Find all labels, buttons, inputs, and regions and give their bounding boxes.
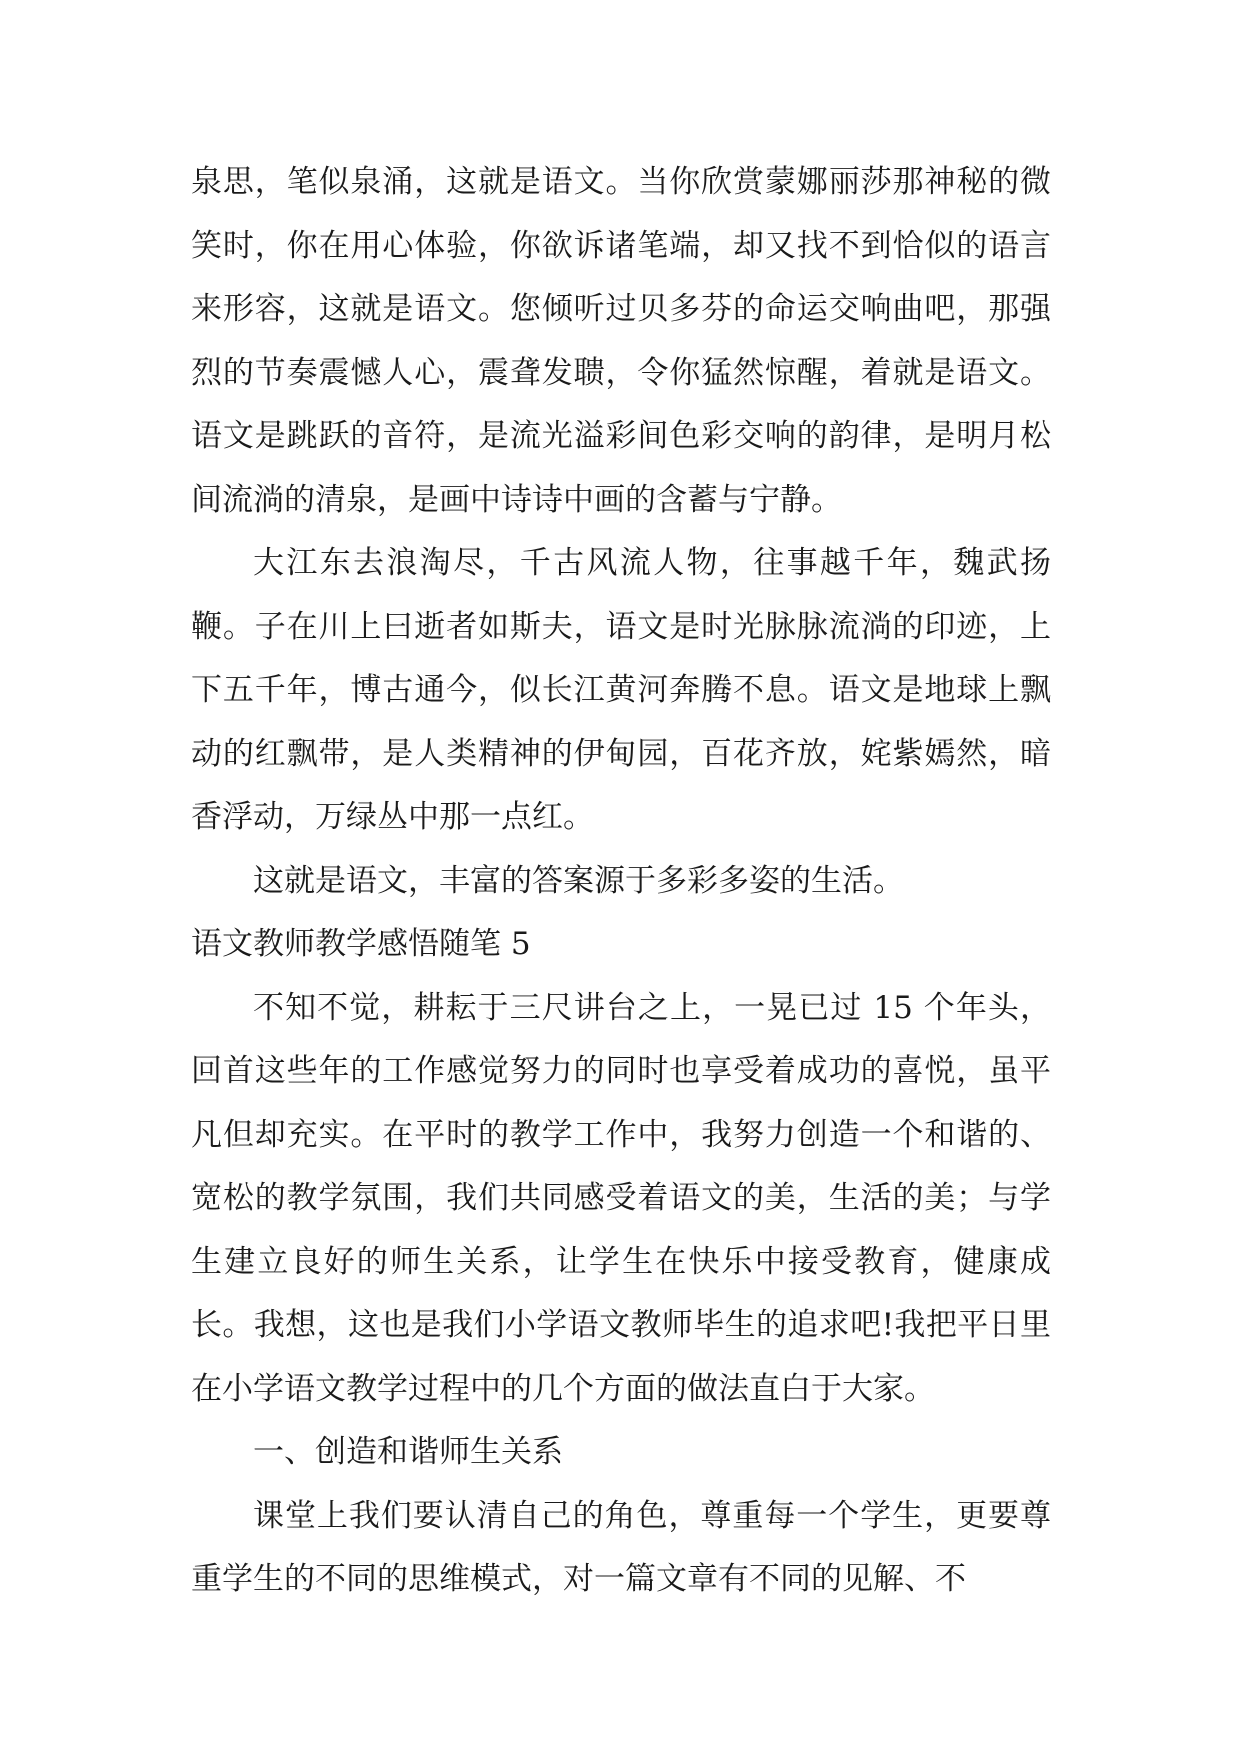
section-heading: 语文教师教学感悟随笔 5: [191, 926, 531, 962]
paragraph-fifteen-years: 不知不觉，耕耘于三尺讲台之上，一晃已过 15 个年头，回首这些年的工作感觉努力的同时也享受着成功的喜悦，虽平凡但却充实。在平时的教学工作中，我努力创造一个和谐的、宽松的教学氛围，我们共同感受着语文的美，生活的美；与学生建立良好的师生关系，让学生在快乐中接受教育，健康成长。我想，这也是我们小学语文教师毕生的追求吧!我把平日里在小学语文教学过程中的几个方面的做法直白于大家。: [191, 989, 1051, 1407]
subheading-harmonious-relationship: 一、创造和谐师生关系: [253, 1434, 563, 1470]
document-body: [191, 151, 1051, 1612]
paragraph-dajiang: 大江东去浪淘尽，千古风流人物，往事越千年，魏武扬鞭。子在川上曰逝者如斯夫，语文是时光脉脉流淌的印迹，上下五千年，博古通今，似长江黄河奔腾不息。语文是地球上飘动的红飘带，是人类精神的伊甸园，百花齐放，姹紫嫣然，暗香浮动，万绿丛中那一点红。: [191, 545, 1051, 835]
paragraph-classroom-role: 课堂上我们要认清自己的角色，尊重每一个学生，更要尊重学生的不同的思维模式，对一篇文章有不同的见解、不: [191, 1497, 1051, 1597]
paragraph-mona-lisa: 泉思，笔似泉涌，这就是语文。当你欣赏蒙娜丽莎那神秘的微笑时，你在用心体验，你欲诉诸笔端，却又找不到恰似的语言来形容，这就是语文。您倾听过贝多芬的命运交响曲吧，那强烈的节奏震憾人心，震聋发聩，令你猛然惊醒，着就是语文。语文是跳跃的音符，是流光溢彩间色彩交响的韵律，是明月松间流淌的清泉，是画中诗诗中画的含蓄与宁静。: [191, 164, 1051, 518]
paragraph-this-is-chinese: 这就是语文，丰富的答案源于多彩多姿的生活。: [253, 862, 904, 899]
